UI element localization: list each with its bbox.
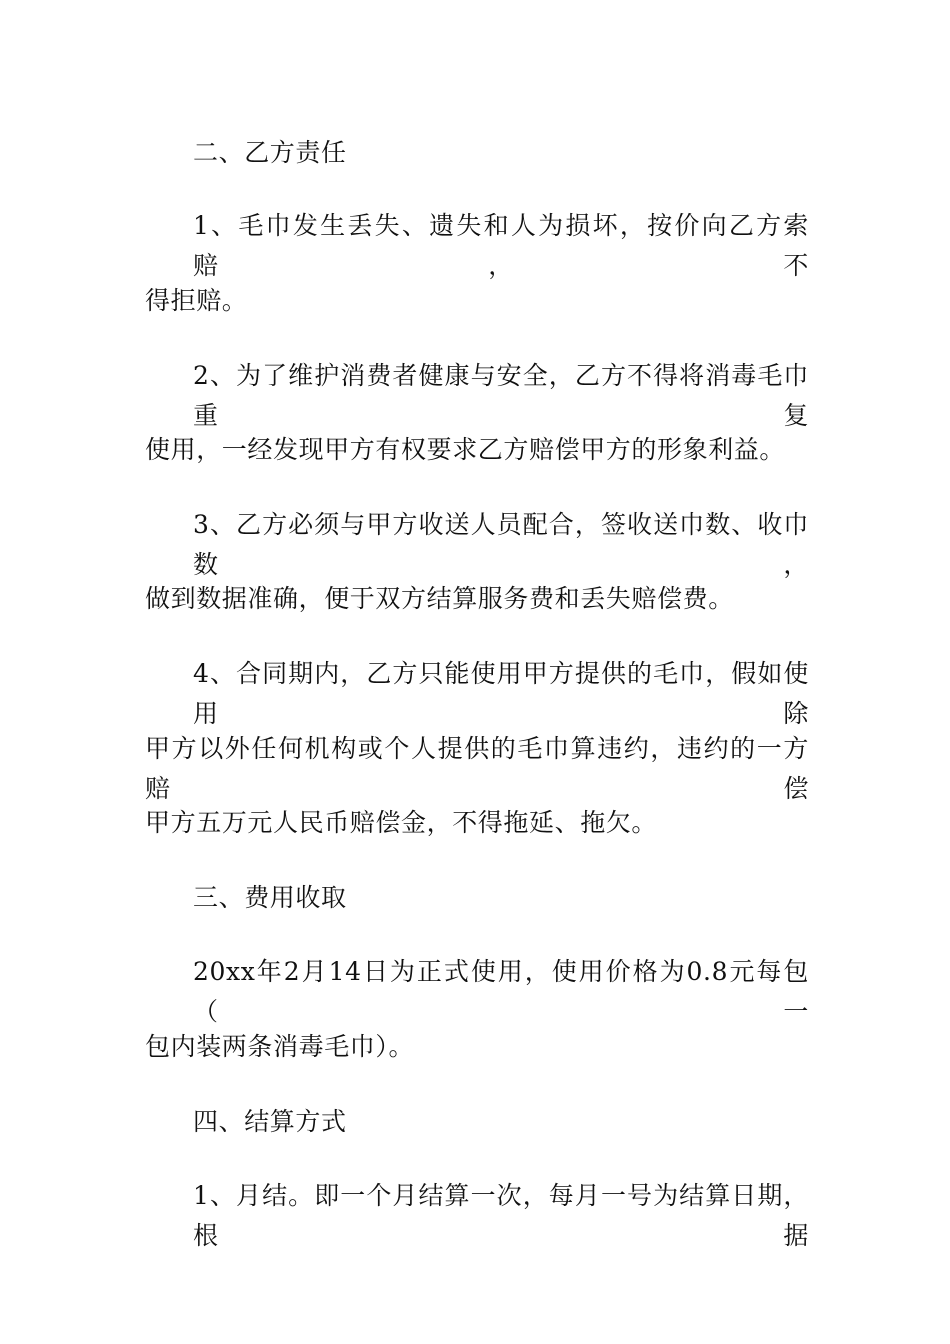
paragraph-line: 使用，一经发现甲方有权要求乙方赔偿甲方的形象利益。 bbox=[145, 435, 786, 464]
paragraph-line: 4、合同期内，乙方只能使用甲方提供的毛巾，假如使用除 bbox=[193, 659, 809, 728]
paragraph-line: 3、乙方必须与甲方收送人员配合，签收送巾数、收巾数， bbox=[193, 510, 809, 579]
paragraph-line: 甲方五万元人民币赔偿金，不得拖延、拖欠。 bbox=[145, 808, 658, 837]
paragraph-line: 20xx年2月14日为正式使用，使用价格为0.8元每包（一 bbox=[193, 957, 809, 1026]
section-heading-settlement-method: 四、结算方式 bbox=[193, 1107, 347, 1136]
paragraph-line: 甲方以外任何机构或个人提供的毛巾算违约，违约的一方赔偿 bbox=[145, 734, 809, 803]
section-heading-fee-collection: 三、费用收取 bbox=[193, 883, 347, 912]
paragraph-line: 做到数据准确，便于双方结算服务费和丢失赔偿费。 bbox=[145, 584, 734, 613]
paragraph-line: 2、为了维护消费者健康与安全，乙方不得将消毒毛巾重复 bbox=[193, 361, 809, 430]
paragraph-line: 1、毛巾发生丢失、遗失和人为损坏，按价向乙方索赔，不 bbox=[193, 211, 809, 280]
section-heading-party-b-duties: 二、乙方责任 bbox=[193, 138, 347, 167]
paragraph-line: 得拒赔。 bbox=[145, 286, 248, 315]
paragraph-line: 包内装两条消毒毛巾）。 bbox=[145, 1032, 415, 1061]
paragraph-line: 1、月结。即一个月结算一次，每月一号为结算日期，根据 bbox=[193, 1181, 809, 1250]
